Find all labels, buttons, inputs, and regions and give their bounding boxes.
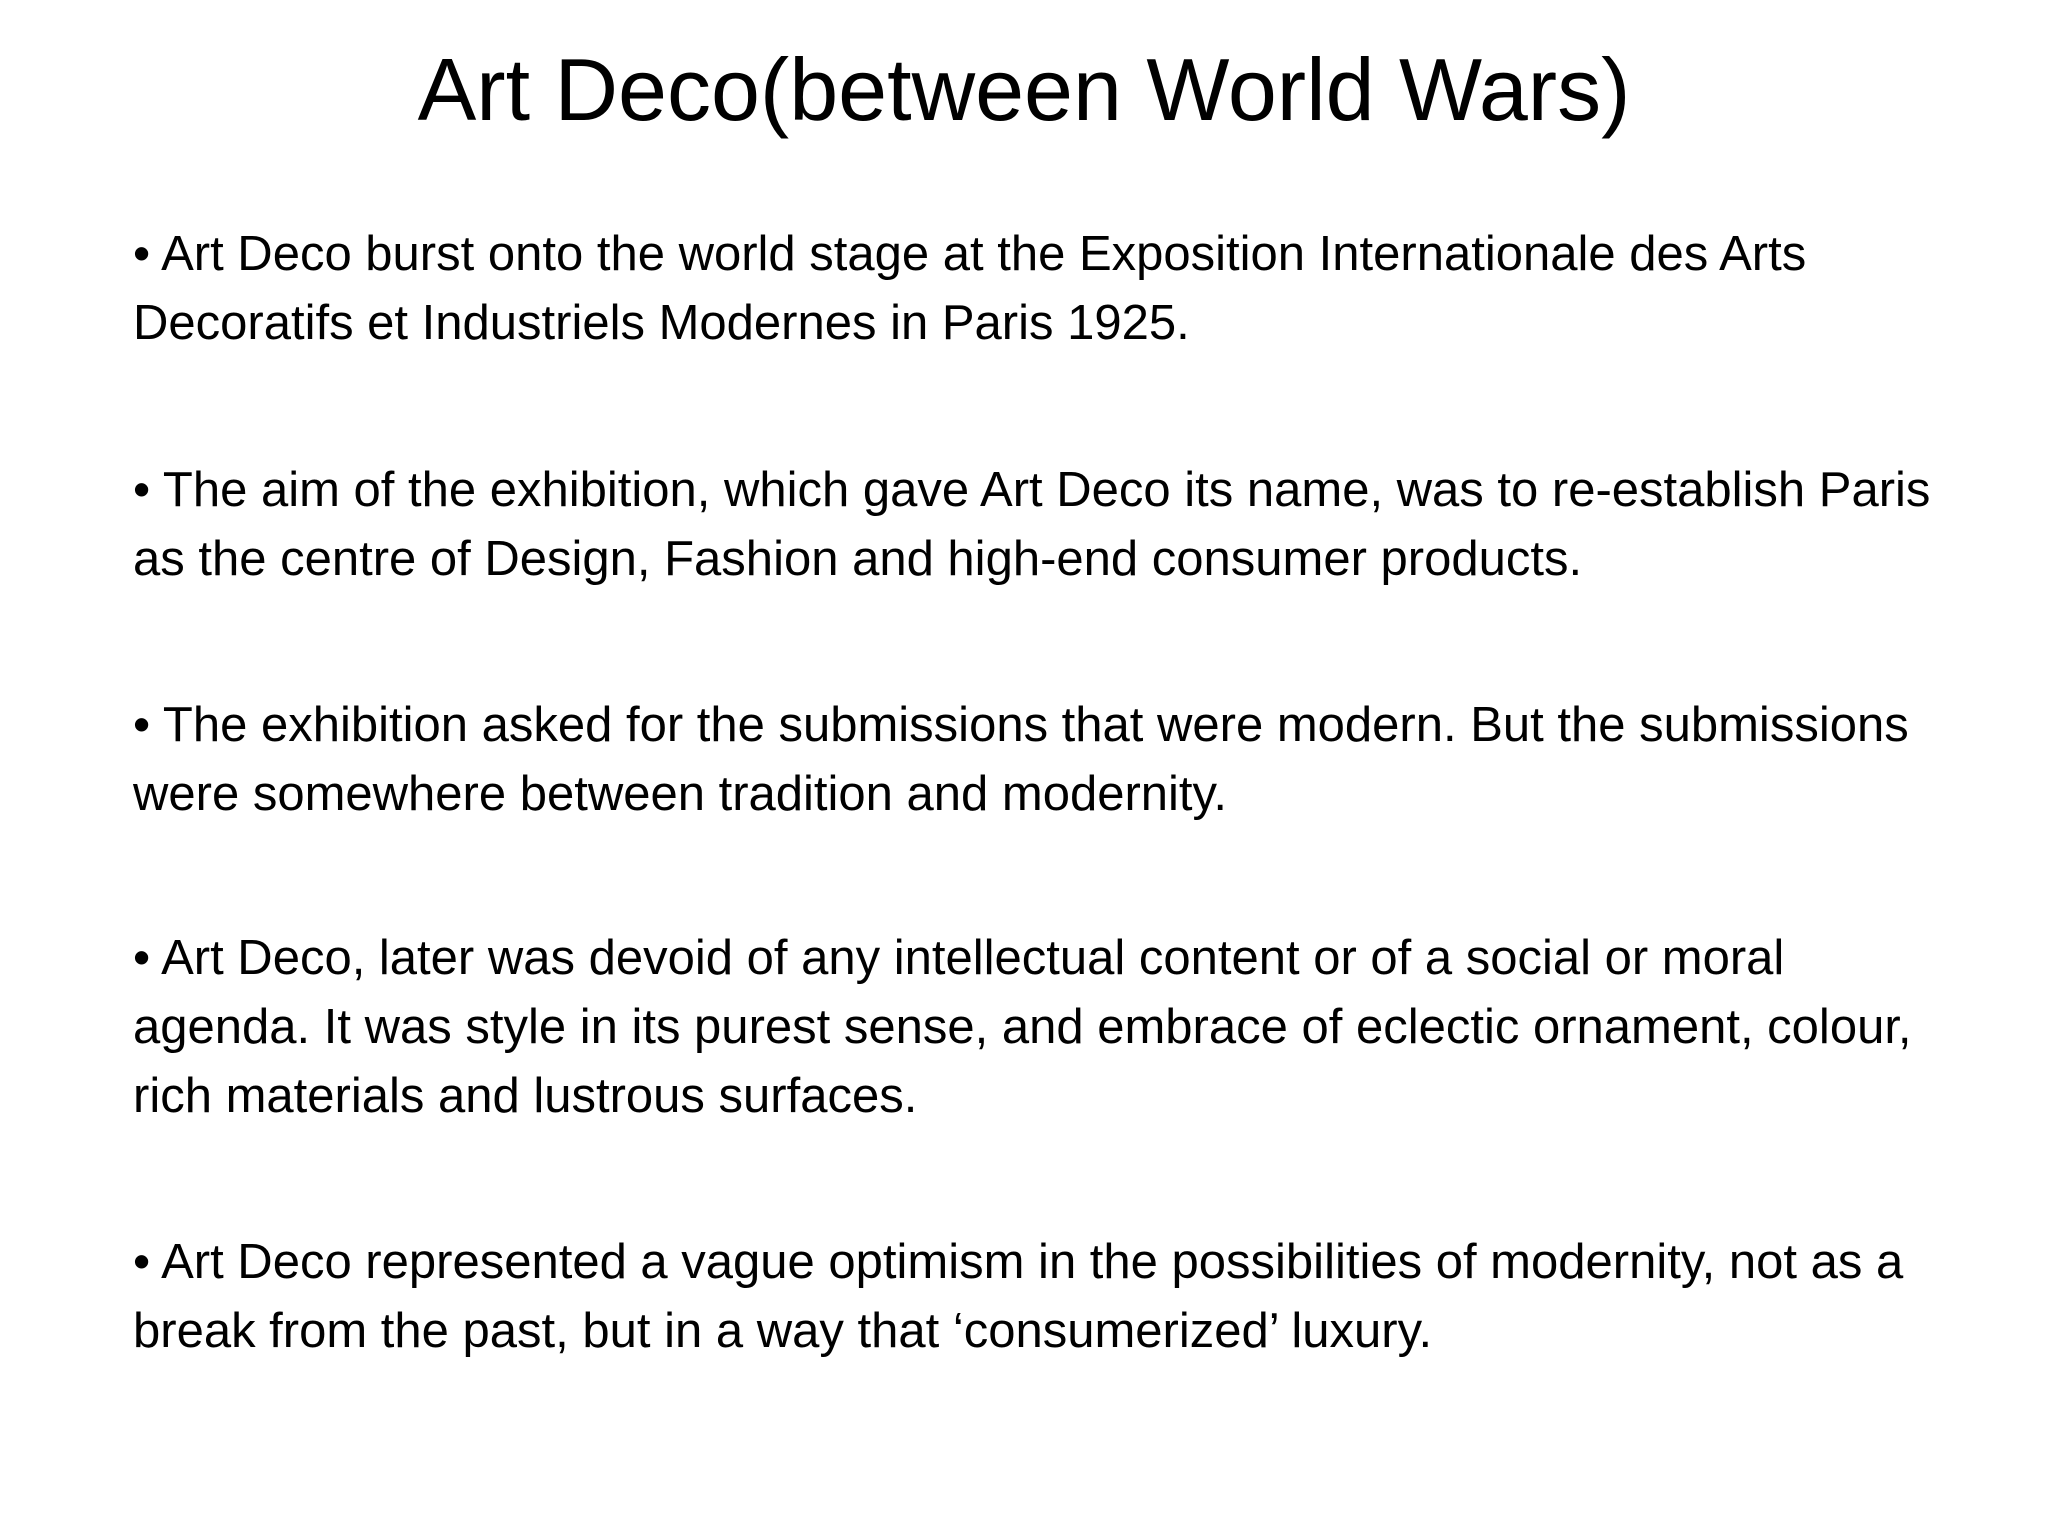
bullet-marker: • [133,1235,151,1289]
bullet-text: The aim of the exhibition, which gave Art Deco its name, was to re-establish Paris as the centre of Design, Fashion and high-end consumer products. [133,463,1931,586]
bullet-text: Art Deco represented a vague optimism in the possibilities of modernity, not as a break from the past, but in a way that ‘consumerized’ luxury. [133,1235,1904,1358]
bullet-item [133,691,1963,829]
bullet-item [133,220,1963,358]
bullet-text: Art Deco, later was devoid of any intellectual content or of a social or moral agenda. It was style in its purest sense, and embrace of eclectic ornament, colour, rich materials and lustrous surfaces. [133,931,1912,1123]
bullet-marker: • [133,698,151,752]
bullet-item [133,1228,1963,1366]
slide-title: Art Deco(between World Wars) [417,40,1631,139]
bullet-item [133,924,1963,1131]
bullet-marker: • [133,227,151,281]
bullet-item [133,456,1963,594]
bullet-text: The exhibition asked for the submissions that were modern. But the submissions were somewhere between tradition and modernity. [133,698,1909,821]
bullet-marker: • [133,463,151,517]
bullet-text: Art Deco burst onto the world stage at the Exposition Internationale des Arts Decoratifs et Industriels Modernes in Paris 1925. [133,227,1807,350]
bullet-marker: • [133,931,151,985]
